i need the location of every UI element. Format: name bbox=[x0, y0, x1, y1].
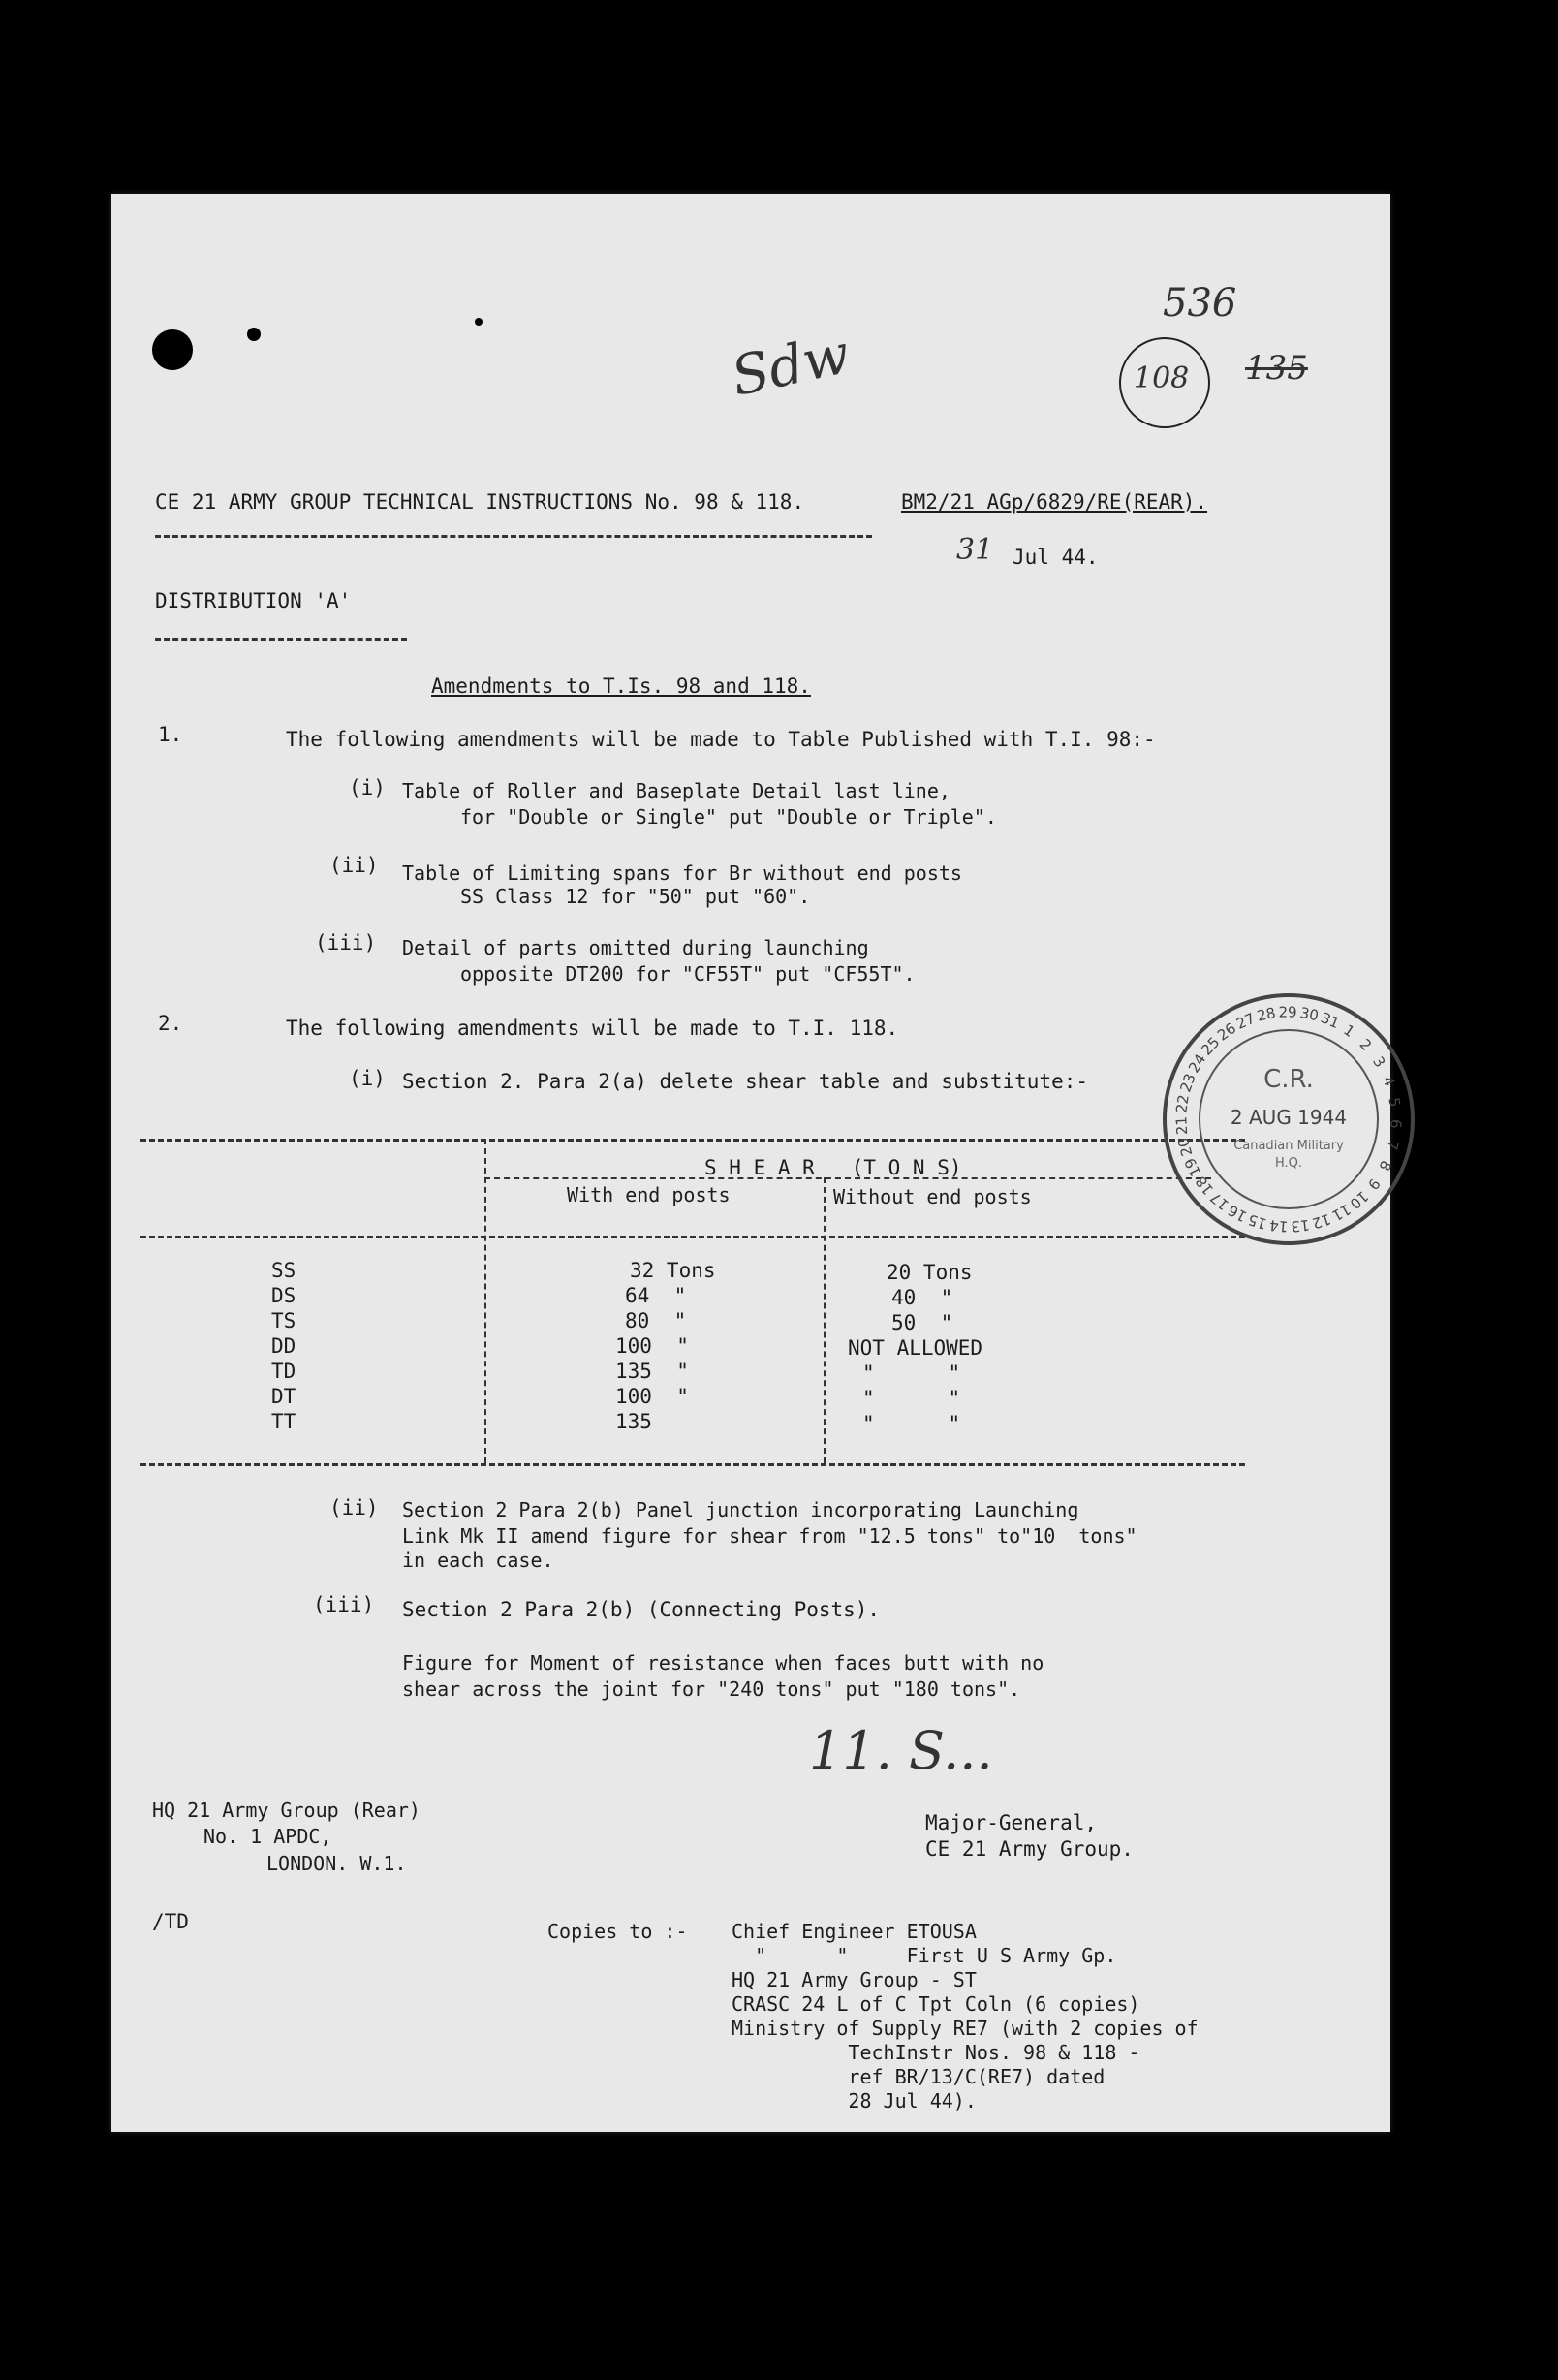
document-page bbox=[111, 194, 1405, 2132]
stamp-ring-number: 14 bbox=[1268, 1216, 1290, 1236]
item-line: opposite DT200 for "CF55T" put "CF55T". bbox=[460, 962, 916, 986]
stamp-ring-number: 8 bbox=[1375, 1157, 1395, 1174]
address-line: LONDON. W.1. bbox=[266, 1852, 407, 1875]
document-title: CE 21 ARMY GROUP TECHNICAL INSTRUCTIONS No. 98 & 118. bbox=[155, 490, 805, 514]
para-1-number: 1. bbox=[158, 723, 183, 746]
ink-mark bbox=[247, 328, 261, 341]
copies-line: ref BR/13/C(RE7) dated bbox=[732, 2065, 1106, 2088]
table-header: S H E A R (T O N S) bbox=[704, 1156, 962, 1179]
item-line: Table of Limiting spans for Br without end posts bbox=[402, 861, 962, 885]
address-line: HQ 21 Army Group (Rear) bbox=[152, 1799, 421, 1822]
distribution-underline bbox=[155, 638, 407, 641]
stamp-ring-number: 28 bbox=[1255, 1004, 1278, 1025]
table-row bbox=[111, 1359, 1390, 1384]
signature: 11. S... bbox=[809, 1720, 993, 1781]
row-type: TD bbox=[271, 1360, 296, 1383]
row-type: DT bbox=[271, 1385, 296, 1408]
stamp-ring-number: 7 bbox=[1383, 1138, 1403, 1152]
stamp-ring-number: 5 bbox=[1385, 1096, 1404, 1109]
copies-line: Ministry of Supply RE7 (with 2 copies of bbox=[732, 2017, 1199, 2040]
row-type: TS bbox=[271, 1309, 296, 1332]
address-line: No. 1 APDC, bbox=[203, 1825, 332, 1848]
row-with: 32 Tons bbox=[630, 1259, 716, 1282]
row-without: NOT ALLOWED bbox=[848, 1336, 983, 1360]
item-line: for "Double or Single" put "Double or Triple". bbox=[460, 805, 997, 829]
row-type: SS bbox=[271, 1259, 296, 1282]
row-with: 100 " bbox=[615, 1334, 689, 1358]
reference-number: BM2/21 AGp/6829/RE(REAR). bbox=[901, 490, 1208, 514]
row-with: 135 " bbox=[615, 1360, 689, 1383]
stamp-ring-number: 16 bbox=[1225, 1201, 1250, 1226]
stamp-ring-number: 24 bbox=[1185, 1050, 1210, 1077]
copies-label: Copies to :- bbox=[547, 1920, 688, 1943]
stamp-ring-number: 26 bbox=[1214, 1018, 1240, 1045]
stamp-date: 2 AUG 1944 bbox=[1230, 1106, 1348, 1129]
item-number: (iii) bbox=[313, 1593, 375, 1616]
item-number: (ii) bbox=[329, 854, 379, 877]
received-date-stamp bbox=[1158, 988, 1419, 1250]
row-type: TT bbox=[271, 1410, 296, 1433]
stamp-org: Canadian Military bbox=[1233, 1139, 1344, 1153]
table-row bbox=[111, 1333, 1390, 1359]
item-line: in each case. bbox=[402, 1549, 554, 1572]
item-number: (i) bbox=[349, 776, 386, 799]
punch-hole bbox=[152, 329, 193, 370]
para-2-number: 2. bbox=[158, 1012, 183, 1035]
item-line: Section 2. Para 2(a) delete shear table and substitute:- bbox=[402, 1070, 1089, 1093]
table-sub-rule bbox=[140, 1236, 1245, 1238]
table-row bbox=[111, 1409, 1390, 1434]
table-col-header: With end posts bbox=[567, 1183, 731, 1206]
row-without: 20 Tons bbox=[887, 1261, 973, 1284]
stamp-ring-number: 18 bbox=[1192, 1173, 1218, 1199]
table-row bbox=[111, 1283, 1390, 1308]
signer-title: Major-General, bbox=[925, 1811, 1098, 1834]
stamp-ring-number: 6 bbox=[1387, 1118, 1405, 1129]
para-1-text: The following amendments will be made to Table Published with T.I. 98:- bbox=[286, 728, 1156, 751]
stamp-ring-number: 10 bbox=[1346, 1187, 1372, 1213]
table-row bbox=[111, 1384, 1390, 1409]
stamp-org: H.Q. bbox=[1274, 1156, 1303, 1171]
item-line: Section 2 Para 2(b) Panel junction incorporating Launching bbox=[402, 1498, 1079, 1521]
row-type: DD bbox=[271, 1334, 296, 1358]
copies-line: HQ 21 Army Group - ST bbox=[732, 1968, 977, 1991]
stamp-ring-number: 20 bbox=[1174, 1135, 1197, 1159]
stamp-ring-number: 9 bbox=[1363, 1174, 1384, 1194]
item-number: (iii) bbox=[315, 931, 377, 955]
stamp-ring-number: 4 bbox=[1379, 1074, 1399, 1089]
stamp-graphic bbox=[1158, 988, 1419, 1250]
row-with: 100 " bbox=[615, 1385, 689, 1408]
stamp-ring-number: 3 bbox=[1369, 1052, 1389, 1071]
item-line: SS Class 12 for "50" put "60". bbox=[460, 885, 811, 908]
struck-number: 135 bbox=[1245, 349, 1308, 388]
item-line: Table of Roller and Baseplate Detail last line, bbox=[402, 779, 950, 802]
para-2-text: The following amendments will be made to T.I. 118. bbox=[286, 1017, 899, 1040]
item-line: shear across the joint for "240 tons" put "180 tons". bbox=[402, 1677, 1021, 1701]
title-underline bbox=[155, 535, 872, 538]
table-row bbox=[111, 1308, 1390, 1333]
table-row bbox=[111, 1258, 1390, 1283]
copies-line: Chief Engineer ETOUSA bbox=[732, 1920, 977, 1943]
copies-line: CRASC 24 L of C Tpt Coln (6 copies) bbox=[732, 1992, 1140, 2016]
stamp-ring-number: 25 bbox=[1198, 1033, 1224, 1059]
stamp-ring-number: 15 bbox=[1245, 1210, 1269, 1234]
stamp-ring-number: 23 bbox=[1176, 1071, 1200, 1095]
signer-title: CE 21 Army Group. bbox=[925, 1837, 1134, 1861]
table-header-rule bbox=[484, 1177, 1211, 1179]
item-line: Detail of parts omitted during launching bbox=[402, 936, 869, 959]
stamp-ring-number: 13 bbox=[1290, 1215, 1311, 1236]
copies-line: " " First U S Army Gp. bbox=[732, 1944, 1117, 1967]
row-with: 80 " bbox=[625, 1309, 687, 1332]
row-without: " " bbox=[862, 1412, 961, 1435]
document-date: Jul 44. bbox=[1013, 546, 1099, 569]
handwritten-day: 31 bbox=[956, 533, 994, 567]
item-line: Link Mk II amend figure for shear from "12.5 tons" to"10 tons" bbox=[402, 1524, 1137, 1548]
item-number: (i) bbox=[349, 1067, 386, 1090]
ink-mark bbox=[475, 318, 483, 326]
stamp-ring-number: 31 bbox=[1318, 1009, 1343, 1033]
stamp-ring-number: 19 bbox=[1180, 1154, 1205, 1179]
handwritten-page-number: 536 bbox=[1163, 281, 1237, 326]
row-without: 50 " bbox=[891, 1311, 953, 1334]
row-with: 135 bbox=[615, 1410, 652, 1433]
stamp-ring-number: 29 bbox=[1278, 1003, 1297, 1021]
stamp-ring-number: 22 bbox=[1172, 1093, 1193, 1114]
copies-line: TechInstr Nos. 98 & 118 - bbox=[732, 2041, 1140, 2064]
stamp-ring-number: 11 bbox=[1328, 1200, 1355, 1225]
item-line: Section 2 Para 2(b) (Connecting Posts). bbox=[402, 1598, 881, 1621]
row-without: " " bbox=[862, 1362, 961, 1385]
distribution-label: DISTRIBUTION 'A' bbox=[155, 589, 352, 612]
stamp-ring-number: 1 bbox=[1340, 1020, 1358, 1041]
item-line: Figure for Moment of resistance when faces butt with no bbox=[402, 1651, 1044, 1675]
table-col-header: Without end posts bbox=[833, 1185, 1032, 1208]
table-body bbox=[111, 1258, 1390, 1434]
table-top-rule bbox=[140, 1139, 1245, 1142]
row-without: 40 " bbox=[891, 1286, 953, 1309]
copies-line: 28 Jul 44). bbox=[732, 2089, 977, 2113]
stamp-ring-number: 27 bbox=[1233, 1009, 1258, 1033]
stamp-ring-number: 12 bbox=[1310, 1209, 1333, 1233]
stamp-ring-number: 17 bbox=[1206, 1188, 1232, 1214]
row-with: 64 " bbox=[625, 1284, 687, 1307]
row-without: " " bbox=[862, 1387, 961, 1410]
handwritten-initials: Sdw bbox=[726, 323, 856, 409]
stamp-code: C.R. bbox=[1263, 1065, 1314, 1094]
amendments-heading: Amendments to T.Is. 98 and 118. bbox=[431, 674, 811, 698]
item-number: (ii) bbox=[329, 1496, 379, 1519]
row-type: DS bbox=[271, 1284, 296, 1307]
reference-initials: /TD bbox=[152, 1910, 189, 1933]
circled-number-text: 108 bbox=[1134, 361, 1190, 395]
table-bottom-rule bbox=[140, 1463, 1245, 1466]
stamp-ring-number: 21 bbox=[1172, 1115, 1192, 1136]
stamp-ring-number: 30 bbox=[1298, 1003, 1321, 1025]
stamp-ring-number: 2 bbox=[1355, 1035, 1376, 1054]
